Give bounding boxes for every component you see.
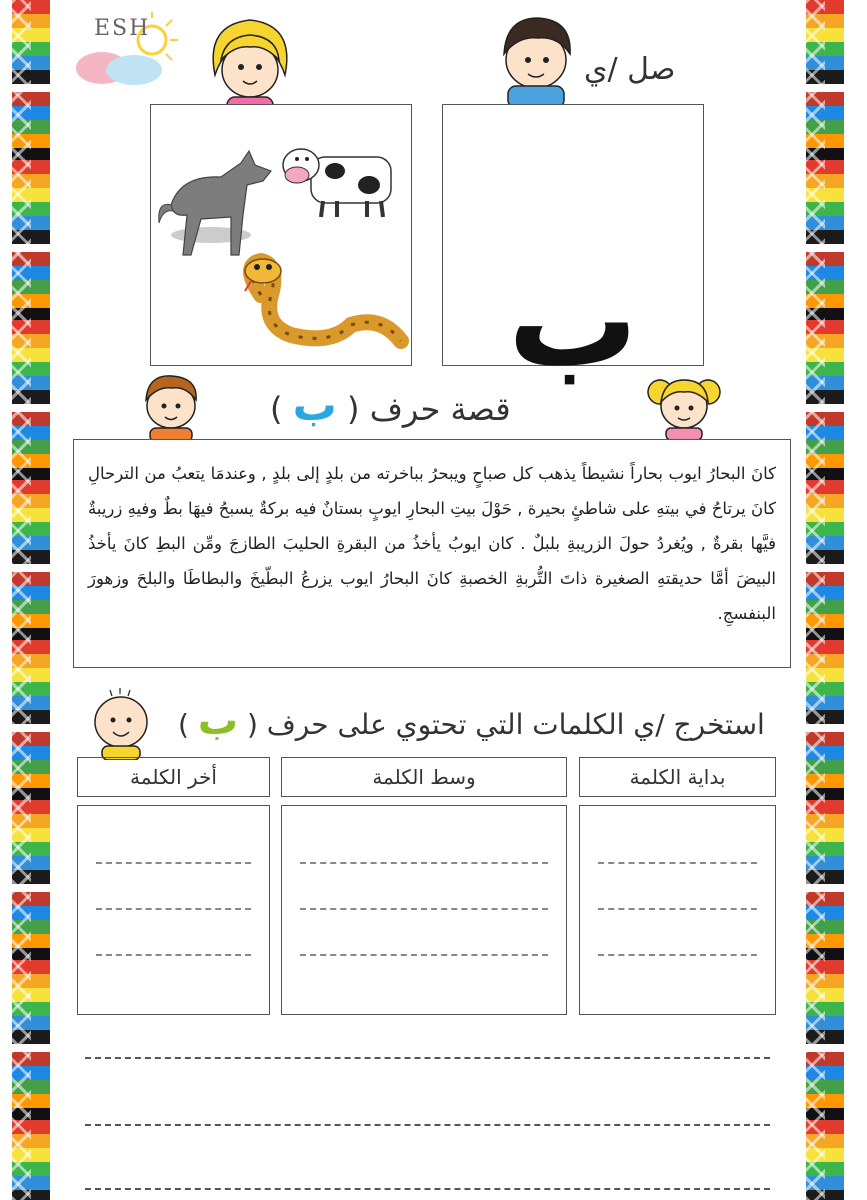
- write-line[interactable]: [300, 862, 548, 864]
- child-illustration-extract: [88, 688, 154, 764]
- story-heading: [270, 380, 511, 431]
- long-write-line[interactable]: [85, 1124, 770, 1126]
- extract-heading: [178, 698, 765, 744]
- story-text-box: [73, 439, 791, 668]
- logo: [72, 10, 182, 92]
- write-line[interactable]: [96, 954, 251, 956]
- animals-picture-box: [150, 104, 412, 366]
- answer-box-beginning[interactable]: [579, 805, 776, 1015]
- letter-display-box: [442, 104, 704, 396]
- story-heading-prefix: قصة حرف (: [347, 390, 511, 428]
- write-line[interactable]: [300, 908, 548, 910]
- long-write-line[interactable]: [85, 1057, 770, 1059]
- column-header-middle: وسط الكلمة: [281, 757, 567, 797]
- extract-heading-letter: ب: [197, 698, 239, 744]
- column-header-end: أخر الكلمة: [77, 757, 270, 797]
- decorative-border-right: [806, 0, 844, 1200]
- story-heading-suffix: ): [270, 390, 283, 428]
- answer-box-middle[interactable]: [281, 805, 567, 1015]
- write-line[interactable]: [598, 908, 757, 910]
- connect-heading: صل /ي: [584, 52, 676, 87]
- extract-heading-prefix: استخرج /ي الكلمات التي تحتوي على حرف (: [246, 708, 765, 741]
- logo-text: ESH: [94, 16, 151, 41]
- extract-heading-suffix: ): [178, 708, 189, 741]
- story-text: كانَ البحارُ ايوب بحاراً نشيطاً يذهب كل صباحٍ ويبحرُ بباخرته من بلدٍ إلى بلدٍ , وعندمَا يتعبُ من الترحالِ كانَ يرتاحُ في بيتهِ على شاطئٍ بحيرة , حَوْلَ بيتِ البحارِ ايوبٍ بستانٌ فيه بركةٌ يسبحُ فيهَا بطٌ وفيهِ زريبةٌ فيَّها بقرةٌ , ويُغردُ حولَ الزريبةِ بلبلٌ . كان ايوبُ يأخذُ من البقرةِ الحليبَ الطازجَ ومِّن البطِ كانَ يأخذُ البيضَ أمَّا حديقتهِ الصغيرة ذاتَ التُّربةِ الخصبةِ كانَ البحارُ ايوب يزرعُ البطّيخَ والبطاطَا والبلحَ وزهورَ البنفسجِ.: [88, 464, 776, 623]
- write-line[interactable]: [300, 954, 548, 956]
- column-header-beginning: بداية الكلمة: [579, 757, 776, 797]
- boy-illustration-left: [136, 370, 206, 444]
- write-line[interactable]: [598, 954, 757, 956]
- wolf-icon: [159, 151, 271, 255]
- write-line[interactable]: [598, 862, 757, 864]
- write-line[interactable]: [96, 908, 251, 910]
- letter-glyph: ب: [507, 244, 639, 396]
- snake-icon: [245, 259, 401, 341]
- cow-icon: [283, 149, 391, 217]
- decorative-border-left: [12, 0, 50, 1200]
- answer-box-end[interactable]: [77, 805, 270, 1015]
- write-line[interactable]: [96, 862, 251, 864]
- long-write-line[interactable]: [85, 1188, 770, 1190]
- story-heading-letter: ب: [292, 380, 337, 431]
